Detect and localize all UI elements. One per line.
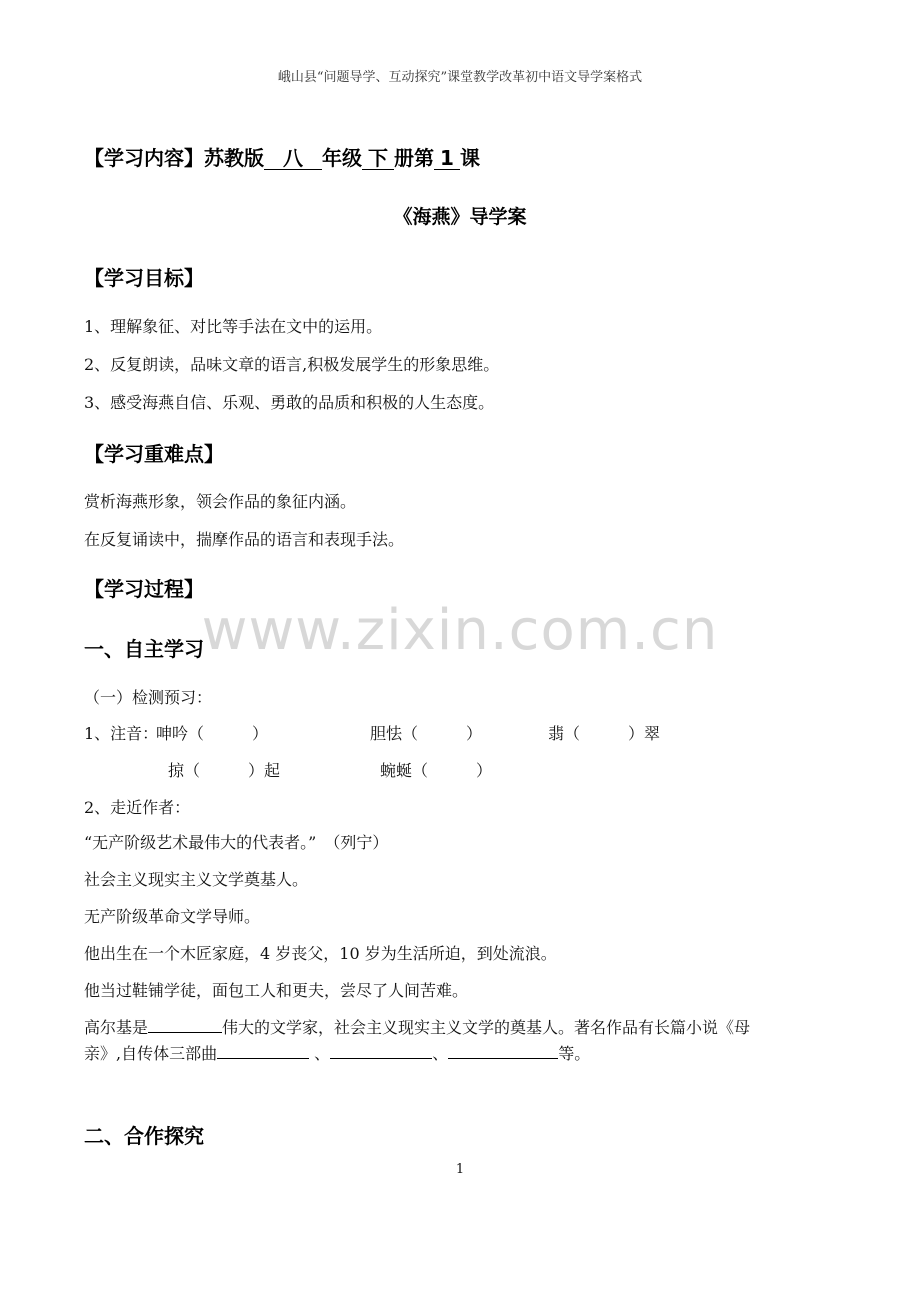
key-point-item: 赏析海燕形象，领会作品的象征内涵。 (84, 492, 357, 511)
pinyin-item: 胆怯（ ） (370, 724, 483, 743)
grade-suffix: 年级 (322, 146, 362, 170)
blank-line (217, 1042, 309, 1059)
goal-item: 1、理解象征、对比等手法在文中的运用。 (84, 317, 383, 336)
fill-text: 伟大的文学家，社会主义现实主义文学的奠基人。著名作品有长篇小说《母 (222, 1018, 751, 1037)
pinyin-item: 呻吟（ ） (156, 724, 269, 743)
lesson-field: 1 (434, 147, 460, 170)
watermark: www.zixin.com.cn (201, 598, 719, 663)
author-line: “无产阶级艺术最伟大的代表者。” （列宁） (84, 833, 389, 852)
pinyin-item: 掠（ ）起 (168, 761, 281, 780)
fill-text: 等。 (558, 1044, 591, 1063)
pinyin-item: 蜿蜒（ ） (380, 761, 493, 780)
lesson-suffix: 课 (460, 146, 480, 170)
blank-line (330, 1042, 432, 1059)
blank-line (148, 1016, 222, 1033)
goal-item: 2、反复朗读，品味文章的语言,积极发展学生的形象思维。 (84, 355, 500, 374)
page-header: 峨山县“问题导学、互动探究”课堂教学改革初中语文导学案格式 (277, 70, 643, 85)
volume-field: 下 (362, 147, 394, 170)
pinyin-item: 翡（ ）翠 (548, 724, 661, 743)
fill-line-1 (84, 1015, 750, 1038)
pinyin-label: 1、注音： (84, 724, 159, 743)
author-line: 他出生在一个木匠家庭，4 岁丧父，10 岁为生活所迫，到处流浪。 (84, 944, 557, 963)
blank-line (448, 1042, 558, 1059)
part2-heading: 二、合作探究 (84, 1124, 204, 1148)
part1-heading: 一、自主学习 (84, 637, 204, 661)
fill-text: 、 (309, 1044, 331, 1063)
author-line: 无产阶级革命文学导师。 (84, 907, 261, 926)
author-line: 他当过鞋铺学徒，面包工人和更夫，尝尽了人间苦难。 (84, 981, 469, 1000)
fill-text: 亲》,自传体三部曲 (84, 1044, 218, 1063)
preview-subheading: （一）检测预习： (84, 688, 213, 707)
content-prefix: 【学习内容】苏教版 (84, 146, 264, 170)
doc-title: 《海燕》导学案 (393, 206, 527, 228)
fill-text: 高尔基是 (84, 1018, 149, 1037)
volume-suffix: 册第 (394, 146, 434, 170)
key-points-heading: 【学习重难点】 (84, 442, 224, 466)
author-line: 社会主义现实主义文学奠基人。 (84, 870, 309, 889)
fill-line-2 (84, 1041, 590, 1064)
goal-item: 3、感受海燕自信、乐观、勇敢的品质和积极的人生态度。 (84, 393, 495, 412)
study-content-line (84, 142, 480, 171)
page-number: 1 (455, 1162, 465, 1177)
goals-heading: 【学习目标】 (84, 266, 204, 290)
fill-text: 、 (432, 1044, 449, 1063)
grade-field: 八 (264, 147, 322, 170)
key-point-item: 在反复诵读中，揣摩作品的语言和表现手法。 (84, 530, 405, 549)
process-heading: 【学习过程】 (84, 577, 204, 601)
author-label: 2、走近作者： (84, 798, 191, 817)
